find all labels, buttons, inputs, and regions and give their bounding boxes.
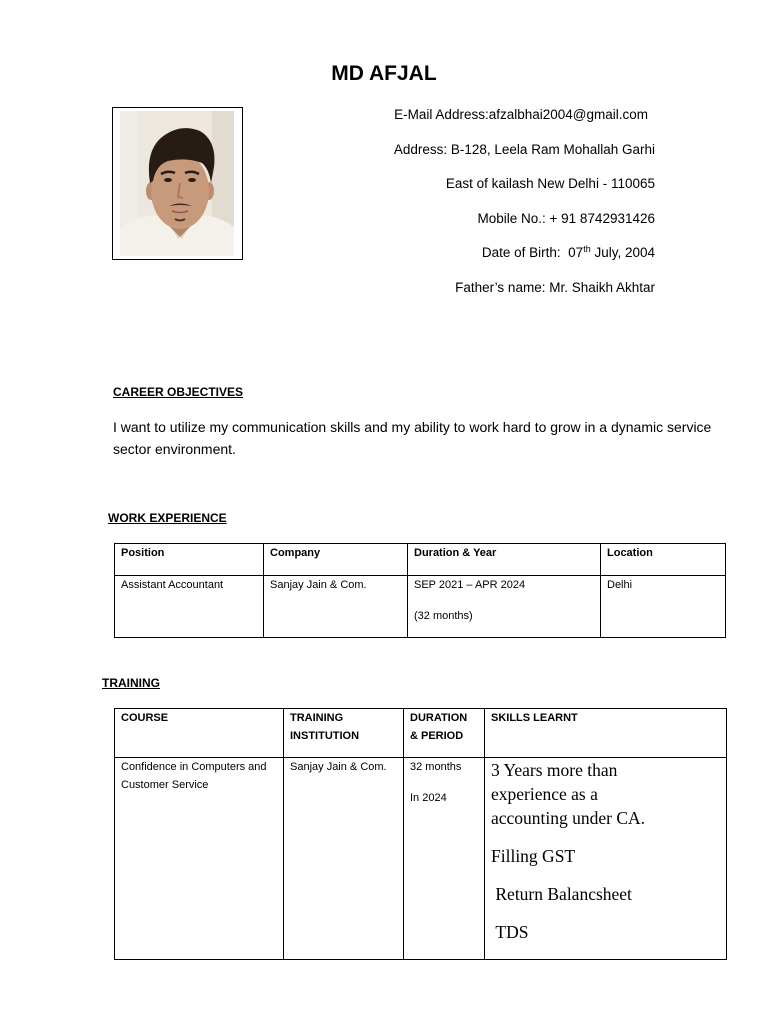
address-line-2: East of kailash New Delhi - 110065	[445, 176, 655, 192]
work-position-cell: Assistant Accountant	[115, 576, 264, 638]
training-table	[114, 708, 727, 960]
list-item	[491, 844, 671, 868]
work-col-location-header: Location	[601, 544, 726, 576]
career-objectives-text: I want to utilize my communication skills and my ability to work hard to grow in a dynamic service sector environment.	[113, 419, 712, 457]
training-heading: TRAINING	[102, 676, 160, 690]
father-name-line: Father’s name: Mr. Shaikh Akhtar	[455, 279, 655, 295]
work-duration-months: (32 months)	[414, 610, 473, 622]
dob-prefix: Date of Birth: 07	[481, 245, 584, 261]
skill-text: Filling GST	[491, 846, 576, 866]
training-duration-cell	[404, 758, 485, 960]
table-row	[115, 758, 727, 960]
training-period: In 2024	[410, 792, 447, 804]
list-item	[491, 882, 671, 906]
skill-text: TDS	[491, 922, 529, 942]
work-experience-table	[114, 543, 726, 638]
table-row	[115, 576, 726, 638]
profile-photo-frame	[112, 107, 243, 260]
dob-superscript: th	[583, 244, 591, 255]
skills-list	[491, 758, 671, 944]
email-line: E-Mail Address:afzalbhai2004@gmail.com	[394, 107, 648, 122]
training-skills-cell	[485, 758, 727, 960]
work-duration-cell	[408, 576, 601, 638]
training-col-course-header: COURSE	[115, 709, 284, 758]
work-col-company-header: Company	[264, 544, 408, 576]
mobile-line: Mobile No.: + 91 8742931426	[477, 210, 655, 226]
dob-line	[394, 236, 655, 271]
work-col-duration-header: Duration & Year	[408, 544, 601, 576]
training-institution-cell: Sanjay Jain & Com.	[284, 758, 404, 960]
training-duration: 32 months	[410, 761, 462, 773]
training-table-header-row	[115, 709, 727, 758]
list-item	[491, 758, 671, 830]
work-table-header-row	[115, 544, 726, 576]
candidate-name: MD AFJAL	[331, 62, 437, 85]
training-col-institution-header: TRAINING INSTITUTION	[284, 709, 404, 758]
work-location-cell: Delhi	[601, 576, 726, 638]
training-col-skills-header: SKILLS LEARNT	[485, 709, 727, 758]
profile-photo	[120, 111, 234, 256]
training-course-cell: Confidence in Computers and Customer Service	[115, 758, 284, 960]
work-company-cell: Sanjay Jain & Com.	[264, 576, 408, 638]
address-line-1: Address: B-128, Leela Ram Mohallah Garhi	[393, 141, 655, 157]
contact-details	[394, 98, 655, 306]
work-col-position-header: Position	[115, 544, 264, 576]
list-item	[491, 920, 671, 944]
work-duration-dates: SEP 2021 – APR 2024	[414, 579, 526, 591]
work-experience-heading: WORK EXPERIENCE	[108, 511, 227, 525]
dob-suffix: July, 2004	[590, 245, 655, 261]
skill-text: Return Balancsheet	[491, 884, 632, 904]
training-col-duration-header: DURATION & PERIOD	[404, 709, 485, 758]
career-objectives-heading: CAREER OBJECTIVES	[113, 385, 244, 399]
skill-text: 3 Years more than experience as a accounting under CA.	[491, 760, 646, 828]
